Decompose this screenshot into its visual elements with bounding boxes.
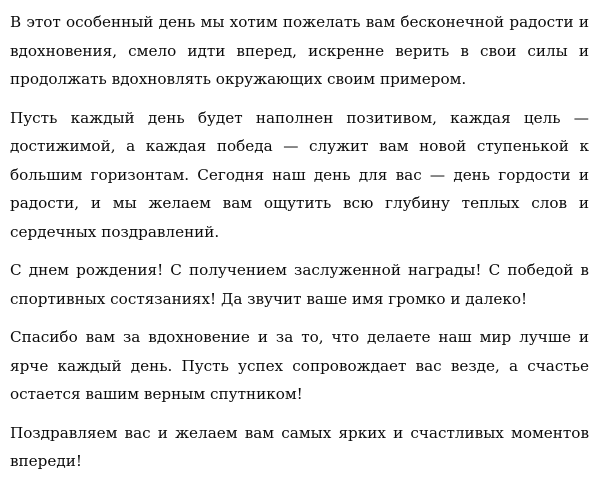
paragraph-1: В этот особенный день мы хотим пожелать вам бесконечной радости и вдохновения, смело идти вперед, искренне верить в свои силы и продолжать вдохновлять окружающих своим примером. — [10, 13, 589, 88]
paragraph-4: Спасибо вам за вдохновение и за то, что делаете наш мир лучше и ярче каждый день. Пусть успех сопровождает вас везде, а счастье остается вашим верным спутником! — [10, 328, 589, 403]
paragraph-3: С днем рождения! С получением заслуженной награды! С победой в спортивных состязаниях! Да звучит ваше имя громко и далеко! — [10, 261, 589, 308]
paragraph-5: Поздравляем вас и желаем вам самых ярких и счастливых моментов впереди! — [10, 423, 589, 470]
paragraph-2: Пусть каждый день будет наполнен позитивом, каждая цель — достижимой, а каждая победа — служит вам новой ступенькой к большим горизонтам. Сегодня наш день для вас — день гордости и радости, и мы желаем вам ощутить всю глубину теплых слов и сердечных поздравлений. — [10, 108, 589, 241]
